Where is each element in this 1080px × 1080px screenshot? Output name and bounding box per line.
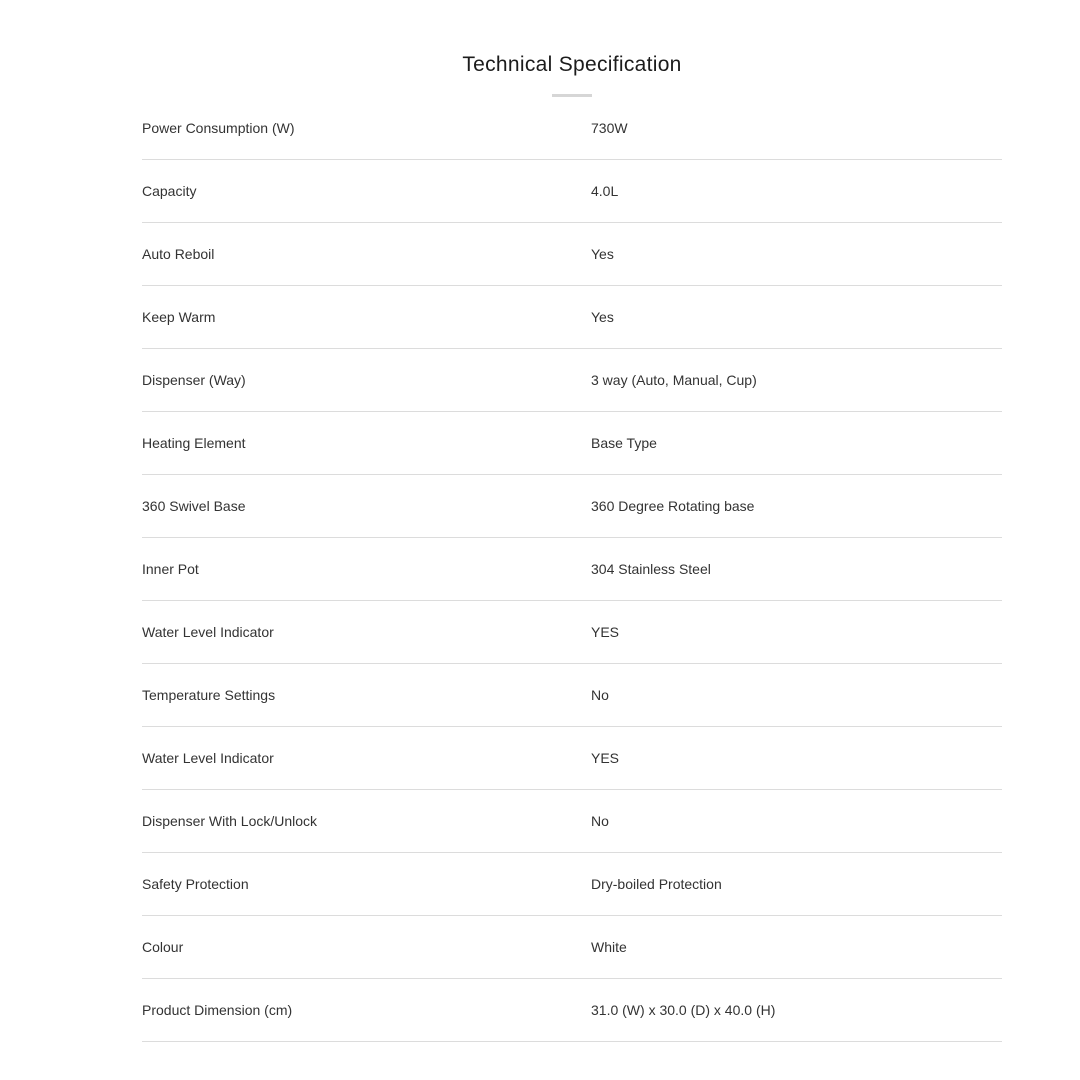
spec-value: 3 way (Auto, Manual, Cup) xyxy=(591,372,757,388)
spec-row xyxy=(142,853,1002,916)
spec-label: Heating Element xyxy=(142,435,246,451)
spec-label: 360 Swivel Base xyxy=(142,498,246,514)
spec-row xyxy=(142,727,1002,790)
spec-value: YES xyxy=(591,624,620,640)
spec-label: Inner Pot xyxy=(142,561,199,577)
spec-row xyxy=(142,664,1002,727)
spec-row xyxy=(142,790,1002,853)
spec-table xyxy=(142,97,1002,1042)
spec-label: Auto Reboil xyxy=(142,246,215,262)
spec-row xyxy=(142,538,1002,601)
spec-label: Temperature Settings xyxy=(142,687,276,703)
section-title: Technical Specification xyxy=(462,53,682,76)
spec-value: YES xyxy=(591,750,620,766)
spec-row xyxy=(142,223,1002,286)
spec-row xyxy=(142,601,1002,664)
spec-row xyxy=(142,475,1002,538)
spec-label: Water Level Indicator xyxy=(142,750,274,766)
spec-value: No xyxy=(591,813,609,829)
spec-label: Product Dimension (cm) xyxy=(142,1002,293,1018)
spec-row xyxy=(142,979,1002,1042)
spec-value: 31.0 (W) x 30.0 (D) x 40.0 (H) xyxy=(591,1002,776,1018)
spec-value: Base Type xyxy=(591,435,657,451)
spec-label: Dispenser (Way) xyxy=(142,372,246,388)
spec-label: Dispenser With Lock/Unlock xyxy=(142,813,318,829)
spec-row xyxy=(142,349,1002,412)
spec-value: Dry-boiled Protection xyxy=(591,876,722,892)
spec-label: Capacity xyxy=(142,183,197,199)
spec-label: Water Level Indicator xyxy=(142,624,274,640)
spec-value: 304 Stainless Steel xyxy=(591,561,711,577)
spec-value: White xyxy=(591,939,627,955)
spec-value: 730W xyxy=(591,120,628,136)
spec-label: Safety Protection xyxy=(142,876,249,892)
spec-row xyxy=(142,97,1002,160)
spec-value: 360 Degree Rotating base xyxy=(591,498,755,514)
spec-label: Keep Warm xyxy=(142,309,216,325)
spec-value: Yes xyxy=(591,309,614,325)
spec-value: Yes xyxy=(591,246,614,262)
spec-row xyxy=(142,412,1002,475)
spec-value: 4.0L xyxy=(591,183,619,199)
spec-label: Power Consumption (W) xyxy=(142,120,295,136)
spec-row xyxy=(142,286,1002,349)
spec-row xyxy=(142,916,1002,979)
spec-row xyxy=(142,160,1002,223)
spec-label: Colour xyxy=(142,939,184,955)
spec-value: No xyxy=(591,687,609,703)
